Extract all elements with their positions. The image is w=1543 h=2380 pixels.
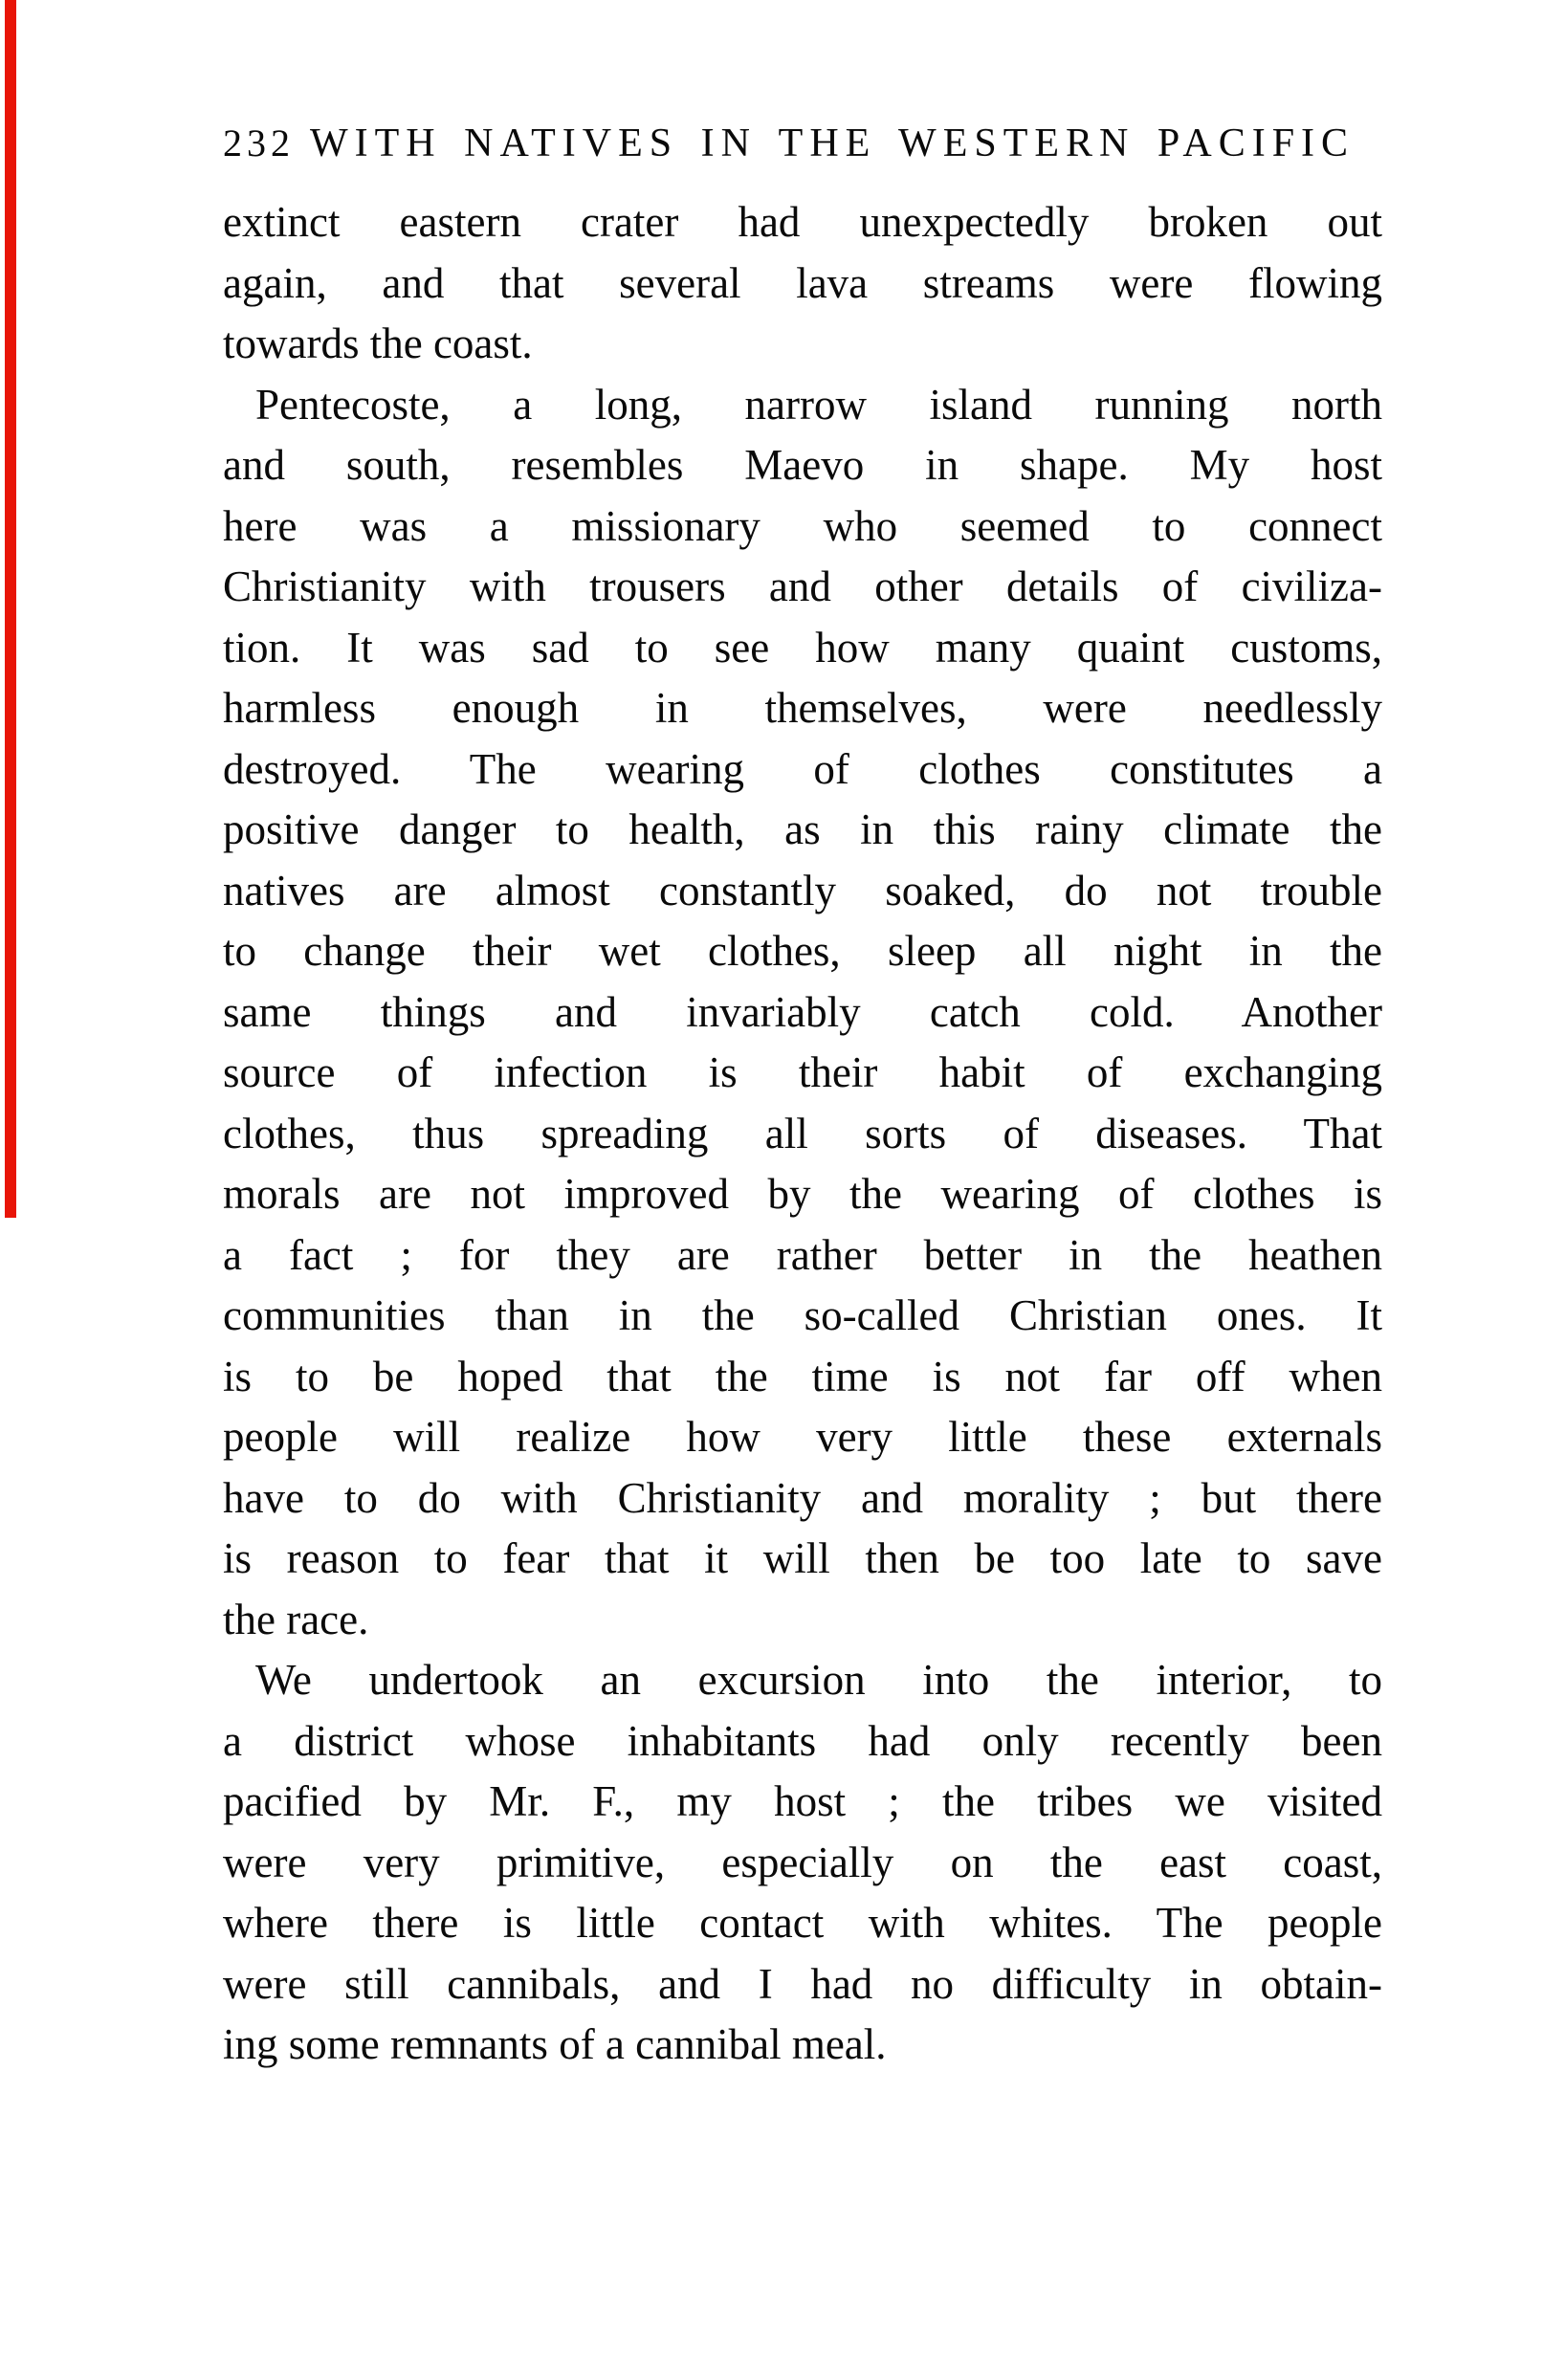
- page-number: 232: [223, 121, 295, 165]
- text-line: again, and that several lava streams were flowing: [223, 258, 1382, 307]
- paragraph: [223, 192, 1382, 375]
- text-line: where there is little contact with whites. The people: [223, 1899, 1382, 1947]
- running-head: [223, 121, 1382, 166]
- paragraph: [223, 375, 1382, 1651]
- scan-edge-artifact: [5, 0, 16, 1218]
- text-line: a fact ; for they are rather better in the heathen: [223, 1230, 1382, 1279]
- text-line: source of infection is their habit of exchanging: [223, 1048, 1382, 1096]
- text-line: people will realize how very little these externals: [223, 1413, 1382, 1461]
- text-line: destroyed. The wearing of clothes constitutes a: [223, 744, 1382, 793]
- text-line: Christianity with trousers and other details of civiliza-: [223, 562, 1382, 610]
- text-line: towards the coast.: [223, 320, 533, 367]
- text-line: here was a missionary who seemed to connect: [223, 501, 1382, 550]
- text-line: natives are almost constantly soaked, do not trouble: [223, 866, 1382, 915]
- text-line: to change their wet clothes, sleep all night in the: [223, 927, 1382, 975]
- text-line: a district whose inhabitants had only recently been: [223, 1716, 1382, 1765]
- text-line: pacified by Mr. F., my host ; the tribes we visited: [223, 1777, 1382, 1825]
- text-line: same things and invariably catch cold. Another: [223, 987, 1382, 1036]
- running-title: WITH NATIVES IN THE WESTERN PACIFIC: [310, 121, 1356, 165]
- text-line: extinct eastern crater had unexpectedly broken out: [223, 198, 1382, 246]
- paragraph: [223, 1650, 1382, 2076]
- text-line: were still cannibals, and I had no difficulty in obtain-: [223, 1959, 1382, 2008]
- text-line: is reason to fear that it will then be too late to save: [223, 1534, 1382, 1582]
- text-line: is to be hoped that the time is not far off when: [223, 1352, 1382, 1400]
- text-line: harmless enough in themselves, were needlessly: [223, 684, 1382, 732]
- text-line: We undertook an excursion into the interior, to: [255, 1656, 1382, 1704]
- text-line: tion. It was sad to see how many quaint customs,: [223, 623, 1382, 672]
- text-line: clothes, thus spreading all sorts of diseases. That: [223, 1109, 1382, 1157]
- text-line: and south, resembles Maevo in shape. My host: [223, 441, 1382, 489]
- text-line: morals are not improved by the wearing of clothes is: [223, 1170, 1382, 1218]
- text-line: the race.: [223, 1595, 369, 1643]
- text-line: have to do with Christianity and morality ; but there: [223, 1473, 1382, 1522]
- text-line: communities than in the so-called Christian ones. It: [223, 1291, 1382, 1339]
- text-line: positive danger to health, as in this rainy climate the: [223, 805, 1382, 853]
- text-block: [223, 192, 1382, 2076]
- text-line: were very primitive, especially on the east coast,: [223, 1838, 1382, 1886]
- text-line: Pentecoste, a long, narrow island running north: [255, 380, 1382, 429]
- text-line: ing some remnants of a cannibal meal.: [223, 2020, 887, 2068]
